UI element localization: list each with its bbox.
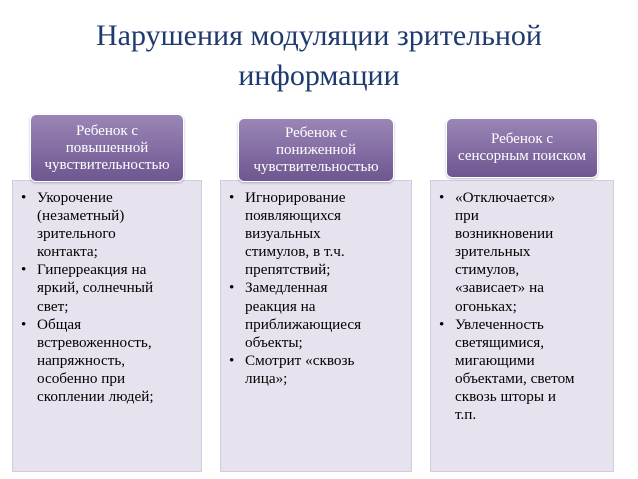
list-item (21, 189, 195, 261)
item-line: возникновении (455, 225, 554, 243)
item-line: Укорочение (37, 189, 113, 206)
item-line: контакта; (37, 243, 98, 261)
list-item (229, 352, 405, 388)
column-header-line: чувствительностью (253, 158, 379, 175)
item-line: Увлеченность (455, 315, 544, 333)
item-line: объекты; (245, 333, 303, 351)
item-line: яркий, солнечный (37, 279, 154, 297)
item-line: свет; (37, 297, 69, 315)
list-item (439, 316, 607, 425)
column-header (446, 118, 598, 178)
column-header (238, 118, 394, 182)
item-line: встревоженность, (37, 333, 152, 351)
column-header-line: пониженной (276, 141, 356, 158)
item-line: зрительных (455, 243, 531, 261)
item-line: (незаметный) (37, 207, 125, 225)
column-increased-sensitivity (12, 114, 202, 406)
item-line: объектами, светом (455, 369, 575, 387)
column-sensory-seeking (430, 114, 614, 424)
item-line: появляющихся (245, 207, 342, 225)
item-line: сквозь шторы и (455, 388, 556, 406)
column-header (30, 114, 184, 182)
bullet-icon: • (21, 315, 27, 333)
item-line: Замедленная (245, 279, 328, 297)
item-line: лица»; (245, 369, 288, 387)
item-line: напряжность, (37, 351, 126, 369)
title-line-2: информации (238, 59, 400, 92)
bullet-icon: • (439, 189, 445, 206)
item-line: «Отключается» (455, 189, 556, 206)
item-line: реакция на (245, 297, 316, 315)
item-line: визуальных (245, 225, 321, 243)
column-decreased-sensitivity (220, 114, 412, 387)
bullet-icon: • (439, 315, 445, 333)
item-line: Общая (37, 315, 82, 333)
item-line: особенно при (37, 369, 126, 387)
list-item (229, 189, 405, 279)
item-line: зрительного (37, 225, 116, 243)
list-item (21, 316, 195, 406)
list-item (229, 279, 405, 351)
column-content (12, 180, 202, 472)
column-header-line: Ребенок с (75, 122, 139, 139)
item-line: светящимися, (455, 333, 545, 351)
bullet-icon: • (21, 189, 27, 206)
list-item (439, 189, 607, 316)
bullet-icon: • (21, 261, 27, 279)
column-header-line: Ребенок с (284, 124, 348, 141)
column-header-line: Ребенок с (490, 131, 554, 147)
item-line: препятствий; (245, 261, 331, 279)
bullet-icon: • (229, 351, 235, 369)
item-line: Смотрит «сквозь (245, 351, 355, 369)
item-line: Игнорирование (245, 189, 346, 206)
item-line: при (455, 207, 479, 225)
item-line: Гиперреакция на (37, 261, 147, 279)
item-line: скоплении людей; (37, 388, 154, 406)
item-list (13, 181, 201, 406)
item-line: стимулов, (455, 261, 520, 279)
column-header-line: повышенной (65, 139, 149, 156)
list-item (21, 261, 195, 315)
item-line: приближающиеся (245, 315, 362, 333)
item-list (431, 181, 613, 424)
bullet-icon: • (229, 189, 235, 206)
column-content (220, 180, 412, 472)
column-header-line: сенсорным поиском (458, 148, 586, 164)
item-line: т.п. (455, 406, 477, 424)
item-line: стимулов, в т.ч. (245, 243, 345, 261)
item-line: огоньках; (455, 297, 517, 315)
column-content (430, 180, 614, 472)
item-line: «зависает» на (455, 279, 544, 297)
item-list (221, 181, 411, 388)
item-line: мигающими (455, 351, 535, 369)
column-header-line: чувствительностью (44, 156, 170, 173)
bullet-icon: • (229, 279, 235, 297)
slide-title (20, 16, 618, 96)
title-line-1: Нарушения модуляции зрительной (95, 19, 542, 52)
